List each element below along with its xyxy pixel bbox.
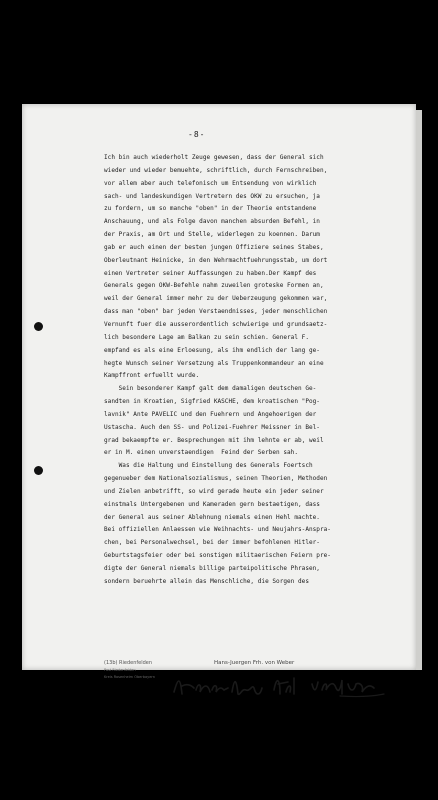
text-line: grad bekaempfte er. Besprechungen mit ihm lehnte er ab, weil xyxy=(104,436,324,444)
text-line: Ustascha. Auch den SS- und Polizei-Fuehrer Meissner in Bel- xyxy=(104,423,320,431)
text-line: chen, bei Personalwechsel, bei der immer befohlenen Hitler- xyxy=(104,539,320,547)
text-line: Bei offiziellen Anlaessen wie Weihnachts- und Neujahrs-Anspra- xyxy=(104,526,331,534)
text-line: der Praxis, am Ort und Stelle, widerlegen zu koennen. Darum xyxy=(104,231,320,239)
text-line: Sein besonderer Kampf galt dem damaligen deutschen Ge- xyxy=(104,385,317,393)
punch-hole xyxy=(34,466,43,475)
stamp-unit: (13b) Riedenfelden xyxy=(104,660,153,666)
text-line: wieder und wieder bemuehte, schriftlich, durch Fernschreiben, xyxy=(104,166,328,174)
body-text xyxy=(104,152,394,589)
text-line: sach- und landeskundigen Vertretern des OKW zu ersuchen, ja xyxy=(104,192,320,200)
text-line: sandten in Kroatien, Sigfried KASCHE, dem kroatischen "Pog- xyxy=(104,398,320,406)
handwritten-signature xyxy=(170,670,390,702)
text-line: lavnik" Ante PAVELIC und den Fuehrern und Angehoerigen der xyxy=(104,410,317,418)
text-line: Was die Haltung und Einstellung des Generals Foertsch xyxy=(104,462,313,470)
text-line: Anschauung, und als Folge davon manchen absurden Befehl, in xyxy=(104,218,320,226)
text-line: Vernunft fuer die ausserordentlich schwierige und grundsaetz- xyxy=(104,320,328,328)
text-line: und Zielen anbetrifft, so wird gerade heute ein jeder seiner xyxy=(104,487,324,495)
text-line: gegenueber dem Nationalsozialismus, seinen Theorien, Methoden xyxy=(104,475,328,483)
stamp-name: Hans-Juergen Frh. von Weber xyxy=(214,660,295,666)
text-line: empfand es als eine Erloesung, als ihm endlich der lang ge- xyxy=(104,346,320,354)
text-line: sondern beruehrte allein das Menschliche, die Sorgen des xyxy=(104,577,309,585)
text-line: gab er auch einen der besten jungen Offiziere seines Stabes, xyxy=(104,243,324,251)
text-line: dass man "oben" bar jeden Verstaendnisses, jeder menschlichen xyxy=(104,308,328,316)
page-number: -8- xyxy=(188,130,206,139)
text-line: weil der General immer mehr zu der Ueberzeugung gekommen war, xyxy=(104,295,328,303)
text-line: er in M. einen unverstaendigen Feind der Serben sah. xyxy=(104,449,299,457)
page-edge xyxy=(416,110,422,670)
text-line: Generals gegen OKW-Befehle nahm zuweilen groteske Formen an, xyxy=(104,282,324,290)
text-line: hegte Wunsch seiner Versetzung als Truppenkommandeur an eine xyxy=(104,359,324,367)
text-line: vor allem aber auch telefonisch um Entsendung von wirklich xyxy=(104,179,317,187)
text-line: zu fordern, um so manche "oben" in der Theorie entstandene xyxy=(104,205,317,213)
stamp-line: Post Riedenfelden xyxy=(104,668,136,672)
stamp-line: Kreis Rosenheim Oberbayern xyxy=(104,675,155,679)
text-line: digte der General niemals billige parteipolitische Phrasen, xyxy=(104,565,320,572)
text-line: Oberleutnant Heinicke, in den Wehrmachtfuehrungsstab, um dort xyxy=(104,256,328,264)
text-line: Kampffront erfuellt wurde. xyxy=(104,372,200,380)
text-line: Ich bin auch wiederholt Zeuge gewesen, dass der General sich xyxy=(104,154,324,161)
text-line: der General aus seiner Ablehnung niemals einen Hehl machte. xyxy=(104,513,320,521)
text-line: einen Vertreter seiner Auffassungen zu haben.Der Kampf des xyxy=(104,269,317,277)
text-line: einstmals Untergebenen und Kameraden gern bestaetigen, dass xyxy=(104,500,320,508)
text-line: Geburtstagsfeier oder bei sonstigen militaerischen Feiern pre- xyxy=(104,552,331,560)
punch-hole xyxy=(34,322,43,331)
text-line: lich besondere Lage am Balkan zu sein schien. General F. xyxy=(104,333,309,341)
